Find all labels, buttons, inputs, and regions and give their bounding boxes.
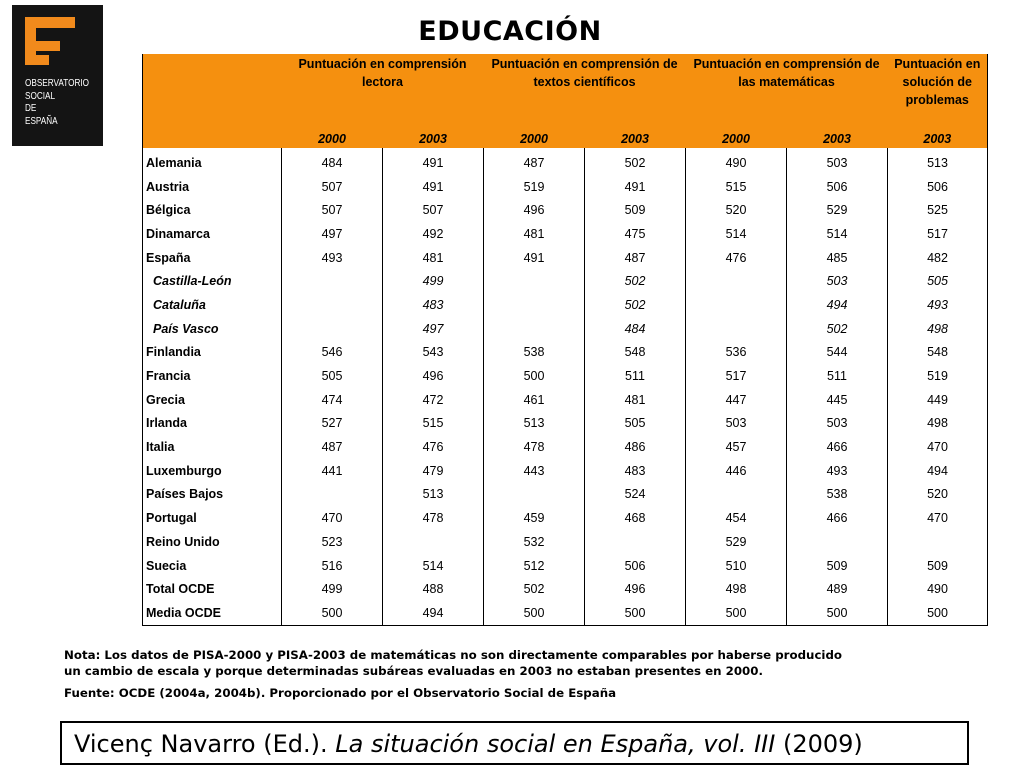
score-cell: 481: [484, 222, 585, 246]
score-cell: 524: [585, 483, 686, 507]
score-cell: 446: [686, 459, 787, 483]
table-row: [143, 435, 988, 459]
score-cell: 502: [585, 269, 686, 293]
score-cell: 515: [686, 175, 787, 199]
score-cell: 476: [383, 435, 484, 459]
row-label: Portugal: [143, 506, 282, 530]
score-cell: 474: [282, 388, 383, 412]
score-cell: 505: [282, 364, 383, 388]
score-cell: 472: [383, 388, 484, 412]
score-cell: 507: [282, 175, 383, 199]
score-cell: 470: [888, 435, 988, 459]
score-cell: 506: [787, 175, 888, 199]
score-cell: 484: [585, 317, 686, 341]
score-cell: 502: [585, 148, 686, 175]
score-cell: [282, 269, 383, 293]
table-row: [143, 506, 988, 530]
score-cell: 482: [888, 246, 988, 270]
table-row: [143, 317, 988, 341]
score-cell: 491: [484, 246, 585, 270]
score-cell: 520: [686, 198, 787, 222]
logo-mark-bar: [25, 17, 75, 28]
score-cell: [484, 317, 585, 341]
score-cell: 548: [585, 341, 686, 365]
score-cell: 514: [686, 222, 787, 246]
score-cell: 503: [787, 148, 888, 175]
score-cell: 502: [585, 293, 686, 317]
row-label: Austria: [143, 175, 282, 199]
score-cell: 494: [383, 601, 484, 625]
score-cell: 479: [383, 459, 484, 483]
row-label: Dinamarca: [143, 222, 282, 246]
score-cell: 520: [888, 483, 988, 507]
score-cell: 491: [383, 148, 484, 175]
score-cell: 538: [484, 341, 585, 365]
score-cell: 500: [282, 601, 383, 625]
table-row: [143, 222, 988, 246]
score-cell: 513: [484, 412, 585, 436]
score-cell: 490: [686, 148, 787, 175]
score-cell: 447: [686, 388, 787, 412]
page-title: EDUCACIÓN: [418, 16, 602, 47]
score-cell: 493: [282, 246, 383, 270]
score-cell: 506: [888, 175, 988, 199]
score-cell: 488: [383, 577, 484, 601]
score-cell: 459: [484, 506, 585, 530]
row-label: Cataluña: [143, 293, 282, 317]
score-cell: 487: [484, 148, 585, 175]
table-row: [143, 577, 988, 601]
year-header: 2000: [484, 125, 585, 148]
row-label: Francia: [143, 364, 282, 388]
row-label: España: [143, 246, 282, 270]
table-row: [143, 198, 988, 222]
score-cell: 492: [383, 222, 484, 246]
table-row: [143, 148, 988, 175]
table-corner-cell: [143, 125, 282, 148]
table-row: [143, 483, 988, 507]
score-cell: 443: [484, 459, 585, 483]
row-label: Alemania: [143, 148, 282, 175]
score-cell: 515: [383, 412, 484, 436]
score-cell: 505: [585, 412, 686, 436]
score-cell: 532: [484, 530, 585, 554]
year-header: 2003: [585, 125, 686, 148]
logo-line: SOCIAL: [25, 89, 56, 102]
score-cell: 478: [484, 435, 585, 459]
table-group-header-row: [143, 54, 988, 125]
score-cell: 487: [585, 246, 686, 270]
score-cell: 500: [787, 601, 888, 625]
score-cell: 519: [888, 364, 988, 388]
score-cell: 500: [484, 601, 585, 625]
citation-box: [60, 721, 969, 765]
score-cell: 525: [888, 198, 988, 222]
score-cell: 483: [585, 459, 686, 483]
score-cell: 481: [383, 246, 484, 270]
logo-text: [25, 77, 90, 127]
education-scores-table: [142, 54, 988, 626]
score-cell: 496: [484, 198, 585, 222]
score-cell: 503: [787, 412, 888, 436]
table-note: [64, 648, 842, 679]
score-cell: 500: [686, 601, 787, 625]
score-cell: [787, 530, 888, 554]
table-row: [143, 554, 988, 578]
row-label: Finlandia: [143, 341, 282, 365]
score-cell: [484, 269, 585, 293]
score-cell: 481: [585, 388, 686, 412]
score-cell: 466: [787, 506, 888, 530]
row-label: Bélgica: [143, 198, 282, 222]
score-cell: 507: [282, 198, 383, 222]
score-cell: 493: [787, 459, 888, 483]
score-cell: 500: [888, 601, 988, 625]
score-cell: 513: [888, 148, 988, 175]
score-cell: 512: [484, 554, 585, 578]
logo-line: DE: [25, 102, 37, 115]
score-cell: 514: [787, 222, 888, 246]
score-cell: 441: [282, 459, 383, 483]
row-label: Irlanda: [143, 412, 282, 436]
column-group-header: Puntuación en comprensión lectora: [282, 54, 484, 125]
citation-author: Vicenç Navarro (Ed.).: [74, 730, 336, 758]
score-cell: 517: [686, 364, 787, 388]
score-cell: 483: [383, 293, 484, 317]
note-line: Nota: Los datos de PISA-2000 y PISA-2003 de matemáticas no son directamente comparables por haberse producido: [64, 648, 843, 662]
logo-line: OBSERVATORIO: [25, 77, 90, 89]
row-label: Grecia: [143, 388, 282, 412]
score-cell: 546: [282, 341, 383, 365]
score-cell: 527: [282, 412, 383, 436]
score-cell: 506: [585, 554, 686, 578]
table-source: Fuente: OCDE (2004a, 2004b). Proporcionado por el Observatorio Social de España: [64, 686, 617, 700]
row-label: Países Bajos: [143, 483, 282, 507]
score-cell: 484: [282, 148, 383, 175]
column-group-header: Puntuación en solución de problemas: [888, 54, 988, 125]
score-cell: 499: [383, 269, 484, 293]
score-cell: [484, 293, 585, 317]
score-cell: 498: [888, 412, 988, 436]
score-cell: 523: [282, 530, 383, 554]
score-cell: 449: [888, 388, 988, 412]
score-cell: 468: [585, 506, 686, 530]
score-cell: 511: [787, 364, 888, 388]
score-cell: 516: [282, 554, 383, 578]
year-header: 2003: [888, 125, 988, 148]
row-label: Castilla-León: [143, 269, 282, 293]
score-cell: 498: [888, 317, 988, 341]
table-row: [143, 412, 988, 436]
score-cell: [383, 530, 484, 554]
score-cell: 502: [484, 577, 585, 601]
table-row: [143, 293, 988, 317]
score-cell: [686, 483, 787, 507]
score-cell: 494: [787, 293, 888, 317]
score-cell: [686, 317, 787, 341]
table-row: [143, 601, 988, 625]
score-cell: 505: [888, 269, 988, 293]
score-cell: 503: [686, 412, 787, 436]
score-cell: 478: [383, 506, 484, 530]
score-cell: 496: [383, 364, 484, 388]
score-cell: 487: [282, 435, 383, 459]
table-row: [143, 530, 988, 554]
score-cell: 494: [888, 459, 988, 483]
score-cell: 519: [484, 175, 585, 199]
year-header: 2003: [787, 125, 888, 148]
score-cell: 489: [787, 577, 888, 601]
table-year-header-row: [143, 125, 988, 148]
score-cell: 486: [585, 435, 686, 459]
score-cell: 493: [888, 293, 988, 317]
score-cell: 498: [686, 577, 787, 601]
score-cell: 490: [888, 577, 988, 601]
year-header: 2000: [282, 125, 383, 148]
score-cell: [686, 269, 787, 293]
score-cell: 496: [585, 577, 686, 601]
table-row: [143, 459, 988, 483]
row-label: Luxemburgo: [143, 459, 282, 483]
score-cell: 502: [787, 317, 888, 341]
column-group-header: Puntuación en comprensión de textos científicos: [484, 54, 686, 125]
logo-mark-bar: [25, 55, 49, 65]
row-label: País Vasco: [143, 317, 282, 341]
note-line: un cambio de escala y porque determinadas subáreas evaluadas en 2003 no estaban presentes en 2000.: [64, 663, 763, 678]
score-cell: [282, 317, 383, 341]
score-cell: 529: [686, 530, 787, 554]
citation-year: (2009): [775, 730, 863, 758]
row-label: Media OCDE: [143, 601, 282, 625]
table-row: [143, 364, 988, 388]
score-cell: 485: [787, 246, 888, 270]
score-cell: 457: [686, 435, 787, 459]
logo-line: ESPAÑA: [25, 114, 58, 127]
table-row: [143, 246, 988, 270]
row-label: Italia: [143, 435, 282, 459]
score-cell: 510: [686, 554, 787, 578]
score-cell: 536: [686, 341, 787, 365]
column-group-header: Puntuación en comprensión de las matemáticas: [686, 54, 888, 125]
row-label: Reino Unido: [143, 530, 282, 554]
year-header: 2000: [686, 125, 787, 148]
score-cell: 466: [787, 435, 888, 459]
score-cell: [484, 483, 585, 507]
table-body: [143, 148, 988, 625]
observatorio-logo: [12, 5, 103, 146]
score-cell: [282, 293, 383, 317]
score-cell: 548: [888, 341, 988, 365]
logo-mark-bar: [25, 41, 60, 51]
table-row: [143, 269, 988, 293]
score-cell: 517: [888, 222, 988, 246]
score-cell: 500: [585, 601, 686, 625]
score-cell: 461: [484, 388, 585, 412]
score-cell: 497: [383, 317, 484, 341]
score-cell: 470: [282, 506, 383, 530]
row-label: Total OCDE: [143, 577, 282, 601]
table-row: [143, 175, 988, 199]
score-cell: 500: [484, 364, 585, 388]
citation-title: La situación social en España, vol. III: [335, 730, 776, 758]
score-cell: 445: [787, 388, 888, 412]
score-cell: 475: [585, 222, 686, 246]
score-cell: [585, 530, 686, 554]
score-cell: 513: [383, 483, 484, 507]
score-cell: 503: [787, 269, 888, 293]
score-cell: 511: [585, 364, 686, 388]
score-cell: 529: [787, 198, 888, 222]
score-cell: 509: [585, 198, 686, 222]
score-cell: 514: [383, 554, 484, 578]
score-cell: 497: [282, 222, 383, 246]
score-cell: 538: [787, 483, 888, 507]
score-cell: 470: [888, 506, 988, 530]
score-cell: 454: [686, 506, 787, 530]
score-cell: 491: [383, 175, 484, 199]
table-corner-cell: [143, 54, 282, 125]
year-header: 2003: [383, 125, 484, 148]
score-cell: [686, 293, 787, 317]
score-cell: 509: [888, 554, 988, 578]
score-cell: 491: [585, 175, 686, 199]
score-cell: [888, 530, 988, 554]
score-cell: 544: [787, 341, 888, 365]
score-cell: [282, 483, 383, 507]
score-cell: 509: [787, 554, 888, 578]
score-cell: 476: [686, 246, 787, 270]
row-label: Suecia: [143, 554, 282, 578]
table-row: [143, 388, 988, 412]
score-cell: 507: [383, 198, 484, 222]
score-cell: 499: [282, 577, 383, 601]
score-cell: 543: [383, 341, 484, 365]
table-row: [143, 341, 988, 365]
